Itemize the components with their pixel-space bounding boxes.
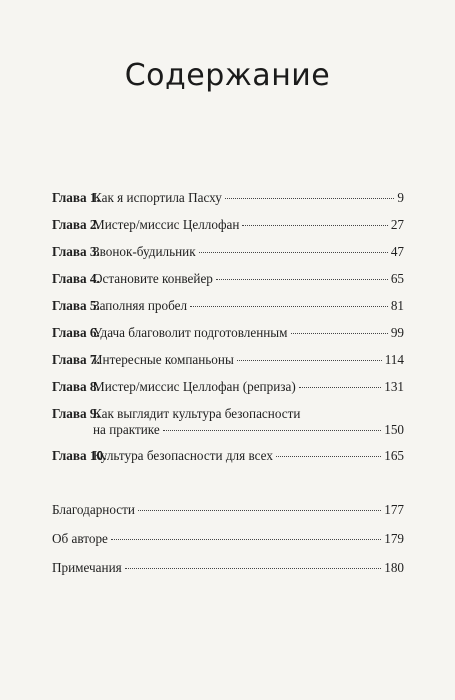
chapter-title: Остановите конвейер (93, 271, 213, 286)
section-title: Об авторе (52, 531, 108, 546)
dot-leader (138, 510, 381, 511)
chapter-title: Культура безопасности для всех (93, 448, 273, 463)
chapter-number: Глава 3. (52, 244, 100, 259)
chapter-title: Интересные компаньоны (93, 352, 234, 367)
page-number: 131 (384, 379, 404, 394)
dot-leader (190, 306, 388, 307)
chapter-number: Глава 6. (52, 325, 100, 340)
dot-leader (242, 225, 387, 226)
dot-leader (276, 456, 381, 457)
chapter-number: Глава 8. (52, 379, 100, 394)
chapter-number: Глава 7. (52, 352, 100, 367)
chapter-number: Глава 2. (52, 217, 100, 232)
dot-leader (237, 360, 382, 361)
section-title: Благодарности (52, 502, 135, 517)
page-number: 179 (384, 531, 404, 546)
chapter-number: Глава 10. (52, 448, 107, 463)
dot-leader (125, 568, 382, 569)
chapter-title: Звонок-будильник (93, 244, 196, 259)
page-number: 150 (384, 422, 404, 437)
page-number: 177 (384, 502, 404, 517)
page-title: Содержание (124, 58, 331, 93)
page-number: 99 (390, 325, 404, 340)
chapter-title-line-1: Как выглядит культура безопасности (93, 406, 301, 421)
chapter-title-line-2: на практике (93, 422, 160, 437)
chapter-number: Глава 5. (52, 298, 100, 313)
dot-leader (216, 279, 388, 280)
dot-leader (163, 430, 382, 431)
page-number: 65 (390, 271, 404, 286)
chapter-title: Как я испортила Пасху (93, 190, 222, 205)
page-number: 165 (384, 448, 404, 463)
chapter-title: Заполняя пробел (93, 298, 188, 313)
chapter-title: Мистер/миссис Целлофан (93, 217, 240, 232)
page-number: 180 (384, 560, 404, 575)
section-title: Примечания (52, 560, 122, 575)
chapter-title: Мистер/миссис Целлофан (реприза) (93, 379, 296, 394)
chapter-number: Глава 4. (52, 271, 100, 286)
dot-leader (225, 198, 395, 199)
page-number: 9 (397, 190, 404, 205)
page-number: 47 (390, 244, 404, 259)
chapter-title: Удача благоволит подготовленным (93, 325, 288, 340)
chapter-number: Глава 1. (52, 190, 100, 205)
chapter-number: Глава 9. (52, 406, 100, 421)
dot-leader (291, 333, 388, 334)
dot-leader (299, 387, 382, 388)
page-number: 114 (384, 352, 404, 367)
page-number: 81 (390, 298, 404, 313)
dot-leader (111, 539, 381, 540)
dot-leader (199, 252, 388, 253)
page-number: 27 (390, 217, 404, 232)
